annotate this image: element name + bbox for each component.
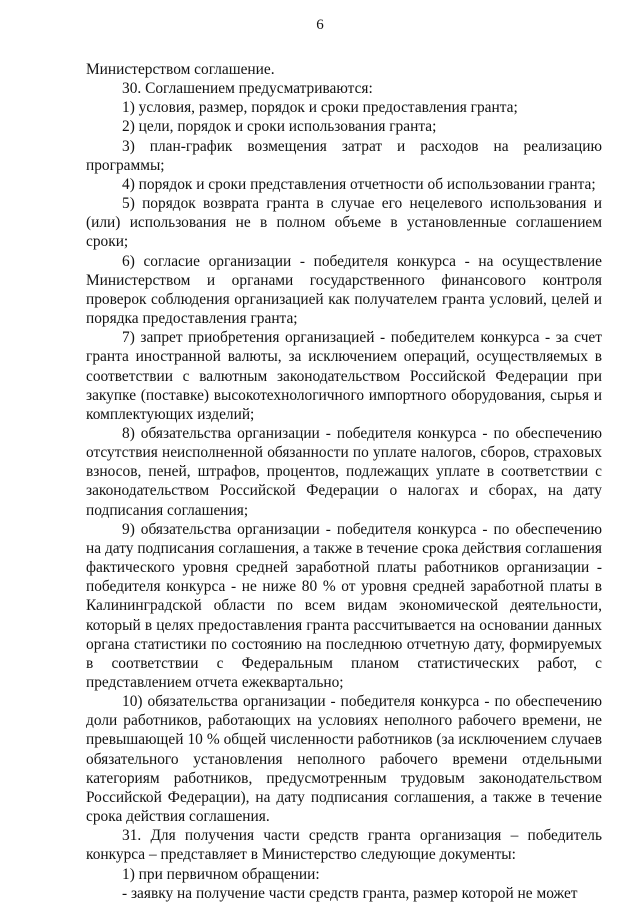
list-item-2: 2) цели, порядок и сроки использования гранта; bbox=[122, 118, 437, 136]
page-number: 6 bbox=[316, 17, 324, 33]
paragraph-31-item-1: 1) при первичном обращении: bbox=[122, 865, 320, 883]
paragraph-continuation: Министерством соглашение. bbox=[86, 61, 275, 78]
paragraph-31-dash-item: - заявку на получение части средств гранта, размер которой не может bbox=[122, 884, 578, 902]
paragraph-30-heading: 30. Соглашением предусматриваются: bbox=[122, 80, 373, 98]
list-item-1: 1) условия, размер, порядок и сроки предоставления гранта; bbox=[122, 99, 518, 117]
list-item-9: 9) обязательства организации - победителя конкурса - по обеспечению на дату подписания соглашения, а также в течение срока действия соглашения фактического уровня средней заработной платы работников организации - победителя конкурса - не ниже 80 % от уровня средней заработной платы в Калининградской области по всем видам экономической деятельности, который в целях предоставления гранта рассчитывается на основании данных органа статистики по состоянию на последнюю отчетную дату, формируемых в соответствии с Федеральным планом статистических работ, с представлением отчета ежеквартально; bbox=[86, 520, 602, 691]
list-item-4: 4) порядок и сроки представления отчетности об использовании гранта; bbox=[122, 175, 596, 193]
list-item-7: 7) запрет приобретения организацией - победителем конкурса - за счет гранта иностранной валюты, за исключением операций, осуществляемых в соответствии с валютным законодательством Российской Федерации при закупке (поставке) высокотехнологичного импортного оборудования, сырья и комплектующих изделий; bbox=[86, 329, 602, 423]
list-item-8: 8) обязательства организации - победителя конкурса - по обеспечению отсутствия неисполненной обязанности по уплате налогов, сборов, страховых взносов, пеней, штрафов, процентов, подлежащих уплате в соответствии с законодательством Российской Федерации о налогах и сборах, на дату подписания соглашения; bbox=[86, 424, 602, 519]
list-item-10: 10) обязательства организации - победителя конкурса - по обеспечению доли работников, работающих на условиях неполного рабочего времени, не превышающей 10 % общей численности работников (за исключением случаев обязательного установления неполного рабочего времени отдельными категориям работников, предусмотренным трудовым законодательством Российской Федерации), на дату подписания соглашения, а также в течение срока действия соглашения. bbox=[86, 693, 602, 826]
paragraph-31: 31. Для получения части средств гранта организация – победитель конкурса – представляет в Министерство следующие документы: bbox=[86, 827, 602, 864]
list-item-6: 6) согласие организации - победителя конкурса - на осуществление Министерством и органами государственного финансового контроля проверок соблюдения организацией как получателем гранта условий, целей и порядка предоставления гранта; bbox=[86, 252, 602, 328]
document-body bbox=[86, 60, 602, 903]
list-item-3: 3) план-график возмещения затрат и расходов на реализацию программы; bbox=[86, 137, 602, 174]
list-item-5: 5) порядок возврата гранта в случае его нецелевого использования и (или) использования не в полном объеме в установленные соглашением сроки; bbox=[86, 195, 602, 251]
